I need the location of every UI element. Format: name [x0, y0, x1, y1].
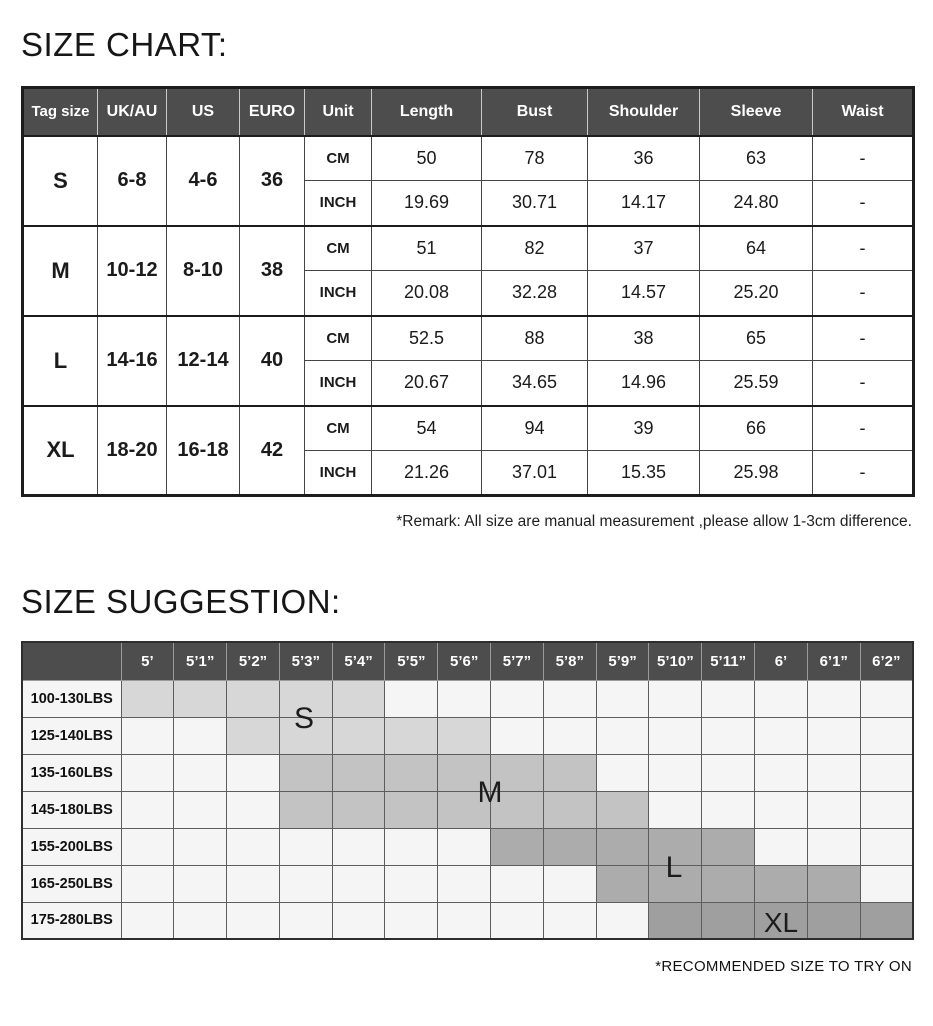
header-cell: Sleeve	[700, 88, 813, 136]
weight-row	[22, 902, 913, 939]
suggestion-cell	[755, 754, 808, 791]
suggestion-cell	[543, 680, 596, 717]
cell: 40	[240, 316, 305, 406]
cell: 8-10	[167, 226, 240, 316]
suggestion-cell	[596, 680, 649, 717]
suggestion-cell	[438, 717, 491, 754]
suggestion-cell	[385, 754, 438, 791]
suggestion-cell	[279, 717, 332, 754]
cell: 51	[372, 226, 482, 271]
cell: 65	[700, 316, 813, 361]
header-cell: Length	[372, 88, 482, 136]
suggestion-cell	[279, 754, 332, 791]
cell: 24.80	[700, 181, 813, 226]
cell: 14-16	[98, 316, 167, 406]
cell: 30.71	[482, 181, 588, 226]
suggestion-cell	[279, 865, 332, 902]
height-header-cell: 6’1”	[807, 642, 860, 680]
suggestion-cell	[385, 791, 438, 828]
suggestion-cell	[807, 828, 860, 865]
cell: 36	[588, 136, 700, 181]
suggestion-cell	[438, 902, 491, 939]
suggestion-cell	[755, 717, 808, 754]
suggestion-cell	[332, 680, 385, 717]
height-header-cell: 5’11”	[702, 642, 755, 680]
cell: 25.59	[700, 361, 813, 406]
table-row	[23, 226, 914, 271]
cell: CM	[305, 226, 372, 271]
header-cell: US	[167, 88, 240, 136]
suggestion-cell	[174, 680, 227, 717]
suggestion-cell	[860, 680, 913, 717]
size-suggestion-wrap	[21, 641, 912, 940]
suggestion-cell	[491, 717, 544, 754]
suggestion-cell	[755, 902, 808, 939]
suggestion-cell	[332, 791, 385, 828]
weight-label-cell: 145-180LBS	[22, 791, 121, 828]
height-header-cell: 6’2”	[860, 642, 913, 680]
suggestion-cell	[491, 865, 544, 902]
weight-row	[22, 828, 913, 865]
cell: INCH	[305, 271, 372, 316]
cell: M	[23, 226, 98, 316]
corner-cell	[22, 642, 121, 680]
suggestion-cell	[332, 717, 385, 754]
weight-row	[22, 865, 913, 902]
suggestion-cell	[596, 828, 649, 865]
height-header-cell: 5’7”	[491, 642, 544, 680]
suggestion-cell	[174, 865, 227, 902]
suggestion-cell	[649, 717, 702, 754]
suggestion-cell	[491, 754, 544, 791]
suggestion-cell	[649, 680, 702, 717]
cell: 50	[372, 136, 482, 181]
suggestion-cell	[807, 754, 860, 791]
size-chart-page	[0, 26, 933, 975]
suggestion-cell	[649, 791, 702, 828]
size-region-label-s: S	[293, 702, 315, 735]
cell: 39	[588, 406, 700, 451]
height-header-cell: 5’6”	[438, 642, 491, 680]
cell: 54	[372, 406, 482, 451]
header-cell: Bust	[482, 88, 588, 136]
suggestion-cell	[438, 680, 491, 717]
suggestion-cell	[543, 791, 596, 828]
suggestion-cell	[227, 717, 280, 754]
suggestion-cell	[491, 902, 544, 939]
suggestion-cell	[860, 828, 913, 865]
cell: -	[813, 451, 914, 496]
cell: 66	[700, 406, 813, 451]
suggestion-cell	[385, 680, 438, 717]
cell: -	[813, 181, 914, 226]
weight-label-cell: 125-140LBS	[22, 717, 121, 754]
cell: 34.65	[482, 361, 588, 406]
size-region-label-m: M	[477, 776, 503, 809]
header-cell: Tag size	[23, 88, 98, 136]
suggestion-cell	[649, 902, 702, 939]
cell: CM	[305, 406, 372, 451]
cell: 25.20	[700, 271, 813, 316]
suggestion-cell	[385, 865, 438, 902]
cell: 32.28	[482, 271, 588, 316]
suggestion-cell	[385, 902, 438, 939]
suggestion-cell	[279, 828, 332, 865]
cell: 38	[240, 226, 305, 316]
suggestion-cell	[491, 791, 544, 828]
cell: 78	[482, 136, 588, 181]
cell: 88	[482, 316, 588, 361]
suggestion-cell	[332, 754, 385, 791]
suggestion-cell	[279, 902, 332, 939]
suggestion-cell	[121, 791, 174, 828]
cell: 64	[700, 226, 813, 271]
suggestion-cell	[491, 680, 544, 717]
suggestion-cell	[543, 717, 596, 754]
suggestion-cell	[860, 791, 913, 828]
height-header-cell: 5’4”	[332, 642, 385, 680]
suggestion-cell	[755, 680, 808, 717]
suggestion-cell	[702, 717, 755, 754]
cell: -	[813, 226, 914, 271]
header-cell: Waist	[813, 88, 914, 136]
cell: CM	[305, 316, 372, 361]
cell: 10-12	[98, 226, 167, 316]
suggestion-cell	[596, 902, 649, 939]
size-chart-table	[21, 86, 915, 497]
suggestion-cell	[807, 791, 860, 828]
measurement-remark: *Remark: All size are manual measurement ,please allow 1-3cm difference.	[396, 513, 912, 530]
cell: INCH	[305, 451, 372, 496]
suggestion-cell	[174, 791, 227, 828]
cell: 37	[588, 226, 700, 271]
cell: INCH	[305, 181, 372, 226]
suggestion-cell	[596, 791, 649, 828]
suggestion-cell	[279, 791, 332, 828]
suggestion-cell	[702, 828, 755, 865]
suggestion-cell	[543, 902, 596, 939]
cell: INCH	[305, 361, 372, 406]
suggestion-cell	[121, 680, 174, 717]
suggestion-cell	[121, 717, 174, 754]
cell: 63	[700, 136, 813, 181]
suggestion-cell	[860, 902, 913, 939]
height-header-row	[22, 642, 913, 680]
suggestion-cell	[121, 902, 174, 939]
size-suggestion-table	[21, 641, 914, 940]
suggestion-cell	[227, 754, 280, 791]
suggestion-cell	[755, 828, 808, 865]
weight-row	[22, 791, 913, 828]
suggestion-cell	[227, 680, 280, 717]
header-cell: Unit	[305, 88, 372, 136]
header-cell: Shoulder	[588, 88, 700, 136]
suggestion-cell	[702, 791, 755, 828]
suggestion-cell	[438, 754, 491, 791]
size-region-label-xl: XL	[763, 907, 799, 938]
weight-row	[22, 754, 913, 791]
suggestion-cell	[438, 828, 491, 865]
cell: 42	[240, 406, 305, 496]
cell: 38	[588, 316, 700, 361]
cell: 15.35	[588, 451, 700, 496]
suggestion-cell	[649, 865, 702, 902]
suggestion-cell	[807, 902, 860, 939]
suggestion-cell	[596, 865, 649, 902]
cell: -	[813, 361, 914, 406]
cell: CM	[305, 136, 372, 181]
weight-label-cell: 100-130LBS	[22, 680, 121, 717]
cell: 14.17	[588, 181, 700, 226]
suggestion-cell	[438, 791, 491, 828]
suggestion-cell	[807, 680, 860, 717]
header-cell: UK/AU	[98, 88, 167, 136]
height-header-cell: 5’3”	[279, 642, 332, 680]
height-header-cell: 5’8”	[543, 642, 596, 680]
cell: -	[813, 316, 914, 361]
suggestion-cell	[279, 680, 332, 717]
suggestion-cell	[649, 754, 702, 791]
suggestion-cell	[596, 717, 649, 754]
cell: 37.01	[482, 451, 588, 496]
suggestion-cell	[385, 717, 438, 754]
suggestion-cell	[702, 680, 755, 717]
height-header-cell: 6’	[755, 642, 808, 680]
cell: 21.26	[372, 451, 482, 496]
table-row	[23, 406, 914, 451]
table-header-row	[23, 88, 914, 136]
table-row	[23, 136, 914, 181]
height-header-cell: 5’9”	[596, 642, 649, 680]
cell: -	[813, 406, 914, 451]
recommend-note: *RECOMMENDED SIZE TO TRY ON	[655, 958, 912, 975]
height-header-cell: 5’	[121, 642, 174, 680]
cell: 18-20	[98, 406, 167, 496]
cell: 14.57	[588, 271, 700, 316]
cell: 20.67	[372, 361, 482, 406]
suggestion-cell	[174, 754, 227, 791]
weight-row	[22, 717, 913, 754]
suggestion-cell	[385, 828, 438, 865]
height-header-cell: 5’10”	[649, 642, 702, 680]
suggestion-cell	[174, 717, 227, 754]
suggestion-cell	[332, 865, 385, 902]
cell: 94	[482, 406, 588, 451]
cell: 19.69	[372, 181, 482, 226]
size-chart-title: SIZE CHART:	[21, 26, 228, 63]
suggestion-cell	[807, 865, 860, 902]
cell: 82	[482, 226, 588, 271]
suggestion-cell	[227, 902, 280, 939]
suggestion-cell	[227, 791, 280, 828]
suggestion-cell	[596, 754, 649, 791]
suggestion-cell	[332, 828, 385, 865]
cell: S	[23, 136, 98, 226]
header-cell: EURO	[240, 88, 305, 136]
size-suggestion-title: SIZE SUGGESTION:	[21, 583, 341, 620]
height-header-cell: 5’1”	[174, 642, 227, 680]
suggestion-cell	[807, 717, 860, 754]
suggestion-cell	[860, 717, 913, 754]
cell: XL	[23, 406, 98, 496]
size-region-label-l: L	[665, 851, 683, 884]
weight-label-cell: 155-200LBS	[22, 828, 121, 865]
suggestion-cell	[702, 902, 755, 939]
cell: 52.5	[372, 316, 482, 361]
suggestion-cell	[649, 828, 702, 865]
suggestion-cell	[543, 828, 596, 865]
suggestion-cell	[860, 754, 913, 791]
suggestion-cell	[332, 902, 385, 939]
suggestion-cell	[227, 865, 280, 902]
suggestion-cell	[121, 828, 174, 865]
cell: L	[23, 316, 98, 406]
table-row	[23, 316, 914, 361]
height-header-cell: 5’2”	[227, 642, 280, 680]
height-header-cell: 5’5”	[385, 642, 438, 680]
cell: 12-14	[167, 316, 240, 406]
suggestion-cell	[174, 828, 227, 865]
suggestion-cell	[702, 754, 755, 791]
cell: -	[813, 136, 914, 181]
cell: 25.98	[700, 451, 813, 496]
suggestion-cell	[543, 754, 596, 791]
weight-row	[22, 680, 913, 717]
suggestion-cell	[491, 828, 544, 865]
suggestion-cell	[174, 902, 227, 939]
cell: 14.96	[588, 361, 700, 406]
weight-label-cell: 175-280LBS	[22, 902, 121, 939]
weight-label-cell: 165-250LBS	[22, 865, 121, 902]
suggestion-cell	[860, 865, 913, 902]
cell: 4-6	[167, 136, 240, 226]
cell: 16-18	[167, 406, 240, 496]
cell: 6-8	[98, 136, 167, 226]
suggestion-cell	[543, 865, 596, 902]
suggestion-cell	[755, 791, 808, 828]
cell: 20.08	[372, 271, 482, 316]
suggestion-cell	[702, 865, 755, 902]
suggestion-cell	[438, 865, 491, 902]
cell: -	[813, 271, 914, 316]
suggestion-cell	[755, 865, 808, 902]
cell: 36	[240, 136, 305, 226]
suggestion-cell	[121, 865, 174, 902]
weight-label-cell: 135-160LBS	[22, 754, 121, 791]
suggestion-cell	[121, 754, 174, 791]
suggestion-cell	[227, 828, 280, 865]
